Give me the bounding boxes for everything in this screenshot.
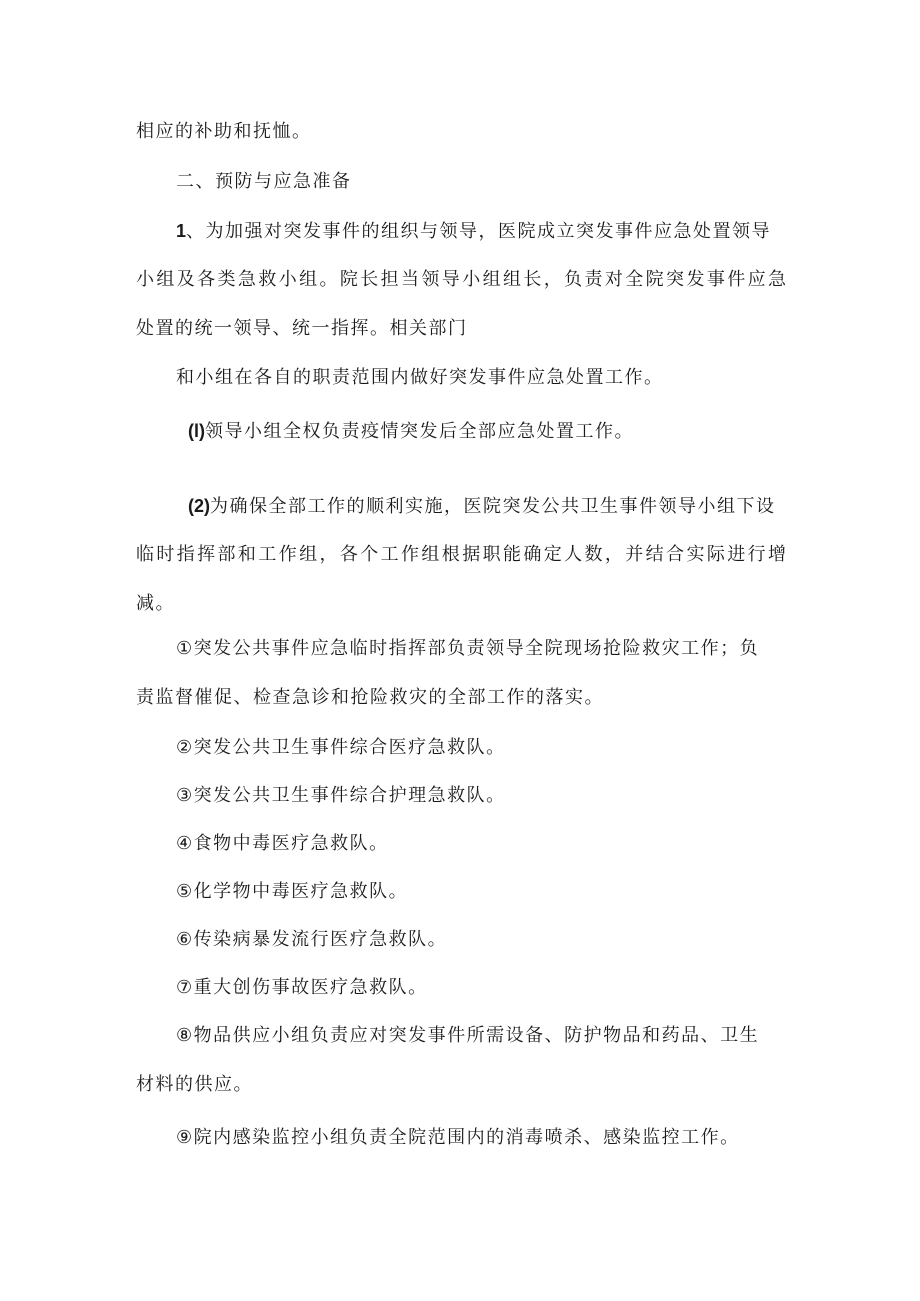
paragraph-text: 为确保全部工作的顺利实施，医院突发公共卫生事件领导小组下设 <box>210 496 776 517</box>
paragraph-line: ①突发公共事件应急临时指挥部负责领导全院现场抢险救灾工作；负 <box>176 638 760 659</box>
list-item: ③突发公共卫生事件综合护理急救队。 <box>176 785 506 806</box>
paragraph-line: ⑨院内感染监控小组负责全院范围内的消毒喷杀、感染监控工作。 <box>176 1127 740 1148</box>
paragraph-line: 临时指挥部和工作组，各个工作组根据职能确定人数，并结合实际进行增 <box>136 544 786 565</box>
paragraph-line: 和小组在各自的职责范围内做好突发事件应急处置工作。 <box>176 367 664 388</box>
item-number: (l) <box>188 421 205 441</box>
list-item: ⑤化学物中毒医疗急救队。 <box>176 881 409 902</box>
list-item: ⑥传染病暴发流行医疗急救队。 <box>176 929 448 950</box>
item-number: (2) <box>188 496 210 516</box>
item-number: 1 <box>176 221 187 241</box>
paragraph-line: 减。 <box>136 593 175 614</box>
paragraph-line: 处置的统一领导、统一指挥。相关部门 <box>136 318 468 339</box>
paragraph-line <box>188 493 776 520</box>
paragraph-line <box>188 418 634 445</box>
list-item: ⑦重大创伤事故医疗急救队。 <box>176 977 428 998</box>
paragraph-text: 、为加强对突发事件的组织与领导，医院成立突发事件应急处置领导 <box>186 221 772 242</box>
section-heading: 二、预防与应急准备 <box>176 171 352 192</box>
paragraph-text: 领导小组全权负责疫情突发后全部应急处置工作。 <box>205 421 634 442</box>
paragraph-line: 小组及各类急救小组。院长担当领导小组组长，负责对全院突发事件应急 <box>136 269 786 290</box>
paragraph-line: ⑧物品供应小组负责应对突发事件所需设备、防护物品和药品、卫生 <box>176 1025 760 1046</box>
paragraph-line: 相应的补助和抚恤。 <box>136 121 312 142</box>
list-item: ②突发公共卫生事件综合医疗急救队。 <box>176 737 506 758</box>
paragraph-line <box>176 218 771 245</box>
list-item: ④食物中毒医疗急救队。 <box>176 833 389 854</box>
paragraph-line: 材料的供应。 <box>136 1074 253 1095</box>
paragraph-line: 责监督催促、检查急诊和抢险救灾的全部工作的落实。 <box>136 687 604 708</box>
